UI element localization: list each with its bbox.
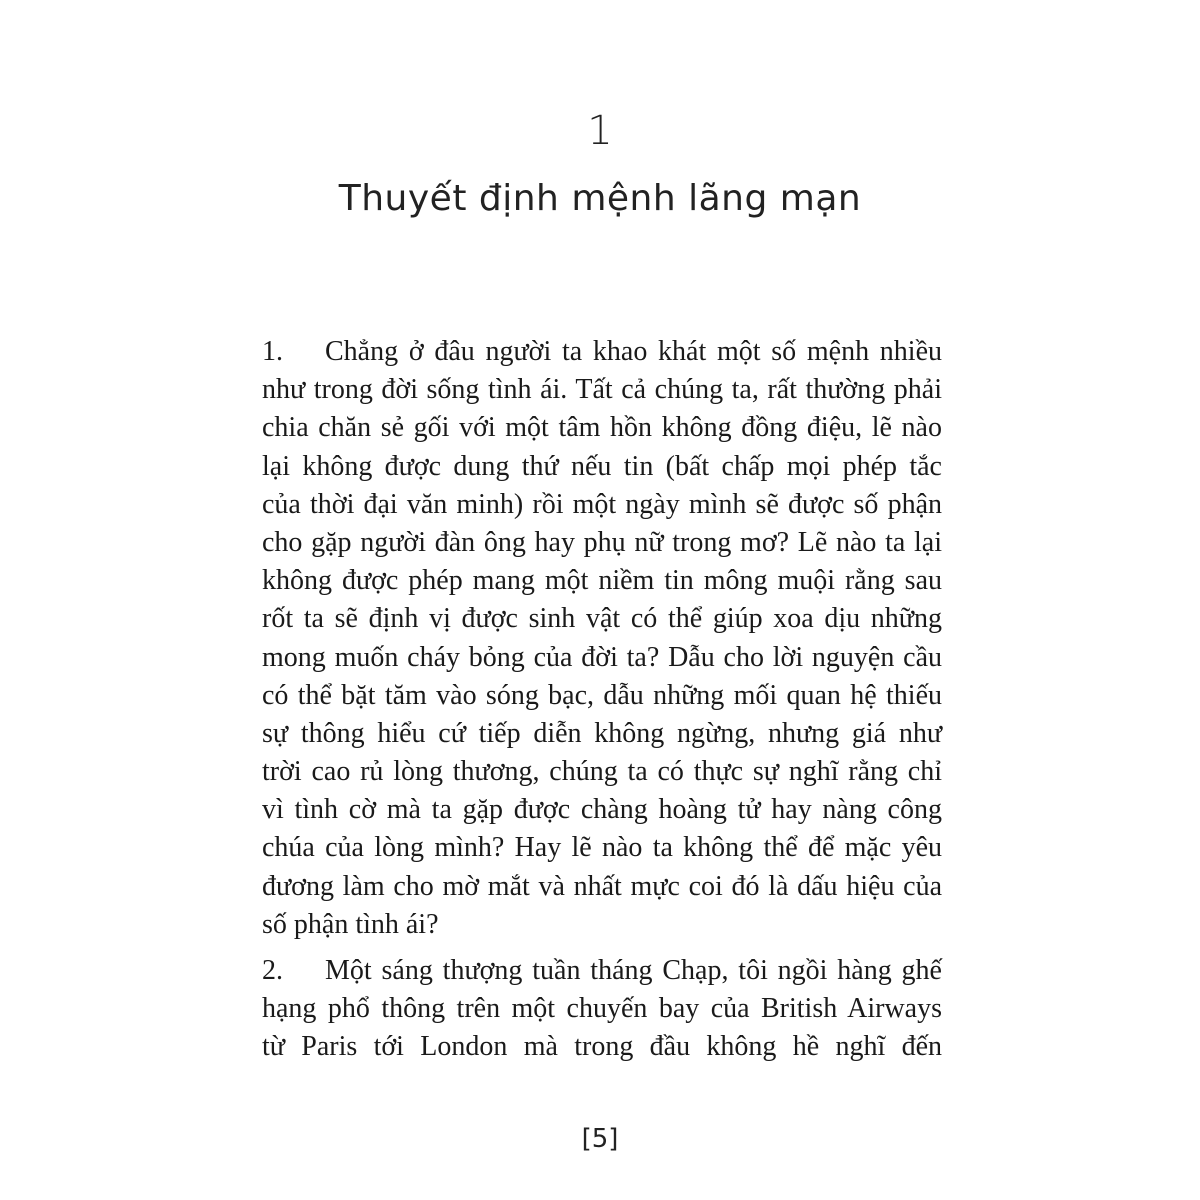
text-line: sự thông hiểu cứ tiếp diễn không ngừng, nhưng giá như	[262, 717, 942, 749]
text-line: mong muốn cháy bỏng của đời ta? Dẫu cho lời nguyện cầu	[262, 641, 942, 673]
paragraph-number: 2.	[262, 955, 283, 986]
text-line: không được phép mang một niềm tin mông muội rằng sau	[262, 565, 942, 597]
paragraph-number: 1.	[262, 336, 283, 367]
paragraph-1	[262, 333, 942, 944]
text-line: của thời đại văn minh) rồi một ngày mình sẽ được số phận	[262, 488, 942, 520]
line-text: Một sáng thượng tuần tháng Chạp, tôi ngồi hàng ghế	[325, 955, 942, 986]
page-number: [5]	[581, 1124, 619, 1154]
text-line: chia chăn sẻ gối với một tâm hồn không đồng điệu, lẽ nào	[262, 412, 942, 444]
text-line: như trong đời sống tình ái. Tất cả chúng ta, rất thường phải	[262, 374, 942, 406]
text-line	[262, 952, 942, 990]
text-line: trời cao rủ lòng thương, chúng ta có thực sự nghĩ rằng chỉ	[262, 756, 942, 788]
text-line: hạng phổ thông trên một chuyến bay của British Airways	[262, 993, 942, 1025]
text-line: rốt ta sẽ định vị được sinh vật có thể giúp xoa dịu những	[262, 603, 942, 635]
text-line: số phận tình ái?	[262, 908, 439, 940]
text-line: có thể bặt tăm vào sóng bạc, dẫu những mối quan hệ thiếu	[262, 679, 942, 711]
chapter-title: Thuyết định mệnh lãng mạn	[338, 178, 862, 219]
text-line: vì tình cờ mà ta gặp được chàng hoàng tử hay nàng công	[262, 794, 942, 826]
text-line: cho gặp người đàn ông hay phụ nữ trong mơ? Lẽ nào ta lại	[262, 526, 942, 558]
text-line	[262, 333, 942, 371]
text-line: chúa của lòng mình? Hay lẽ nào ta không thể để mặc yêu	[262, 832, 942, 864]
paragraph-2	[262, 952, 942, 1067]
text-line: đương làm cho mờ mắt và nhất mực coi đó là dấu hiệu của	[262, 870, 942, 902]
text-line: lại không được dung thứ nếu tin (bất chấp mọi phép tắc	[262, 450, 942, 482]
chapter-number: 1	[587, 108, 613, 154]
line-text: Chẳng ở đâu người ta khao khát một số mệnh nhiều	[325, 336, 942, 367]
text-line: từ Paris tới London mà trong đầu không hề nghĩ đến	[262, 1031, 942, 1063]
